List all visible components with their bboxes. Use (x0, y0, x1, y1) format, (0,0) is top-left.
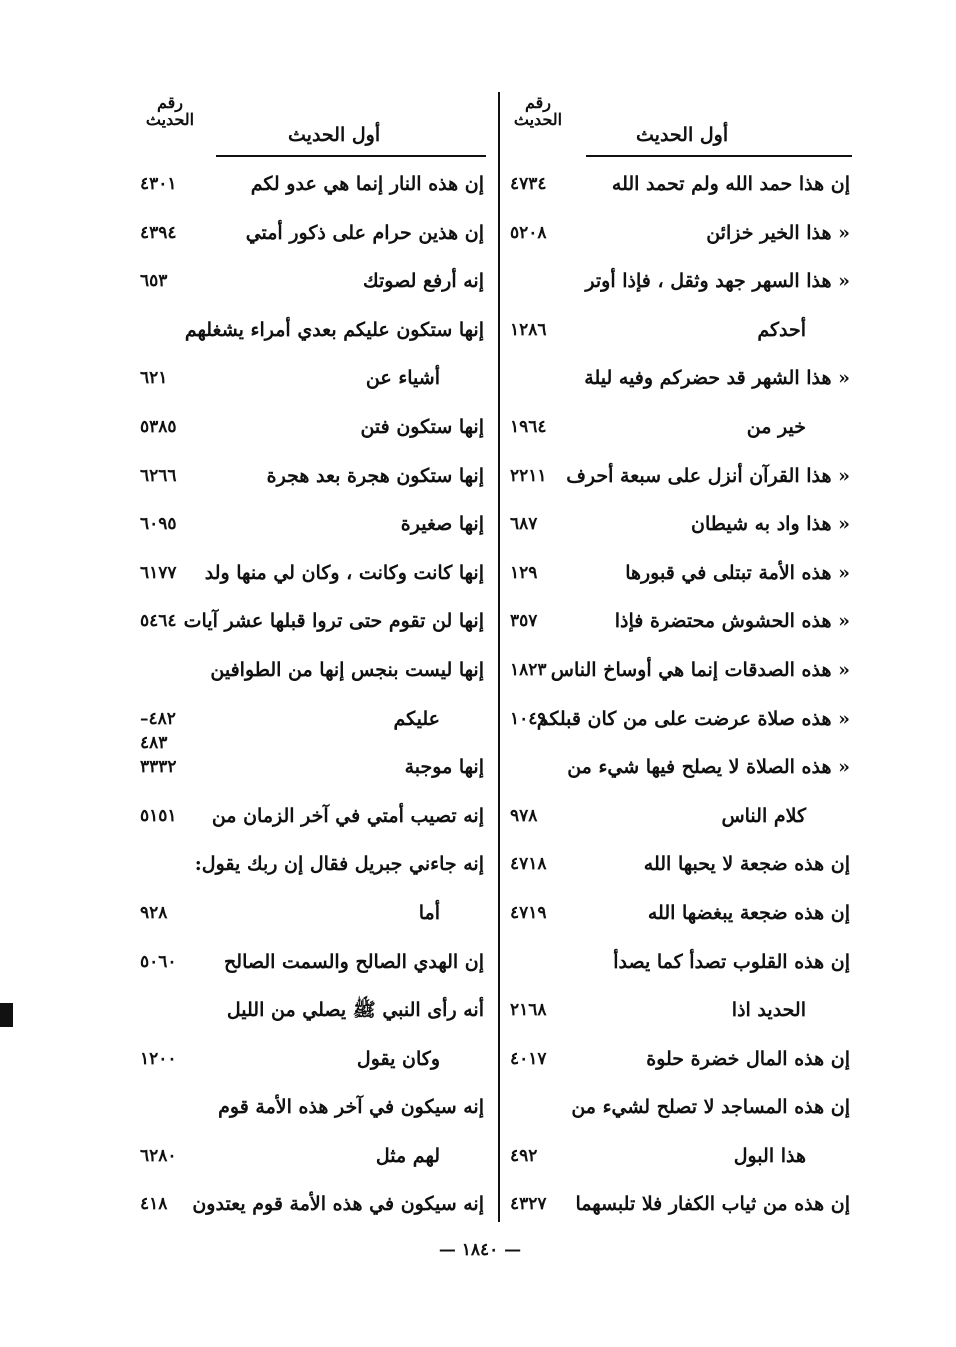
entry-number: ٦٠٩٥ (140, 514, 177, 535)
entry-number: ١٢٩ (510, 562, 538, 583)
number-header-line2: الحديث (145, 110, 195, 129)
right-column-header (508, 88, 856, 160)
entry-number: ٩٢٨ (140, 902, 168, 923)
index-entry (508, 257, 856, 306)
entry-text: إن هذه القلوب تصدأ كما يصدأ (613, 950, 850, 973)
index-entry (508, 1132, 856, 1181)
entry-number: ١٢٨٦ (510, 319, 547, 340)
entry-number: ١٨٢٣ (510, 659, 547, 680)
entry-text: إنه سيكون في آخر هذه الأمة قوم (218, 1096, 484, 1119)
left-entries (138, 160, 490, 1229)
index-entry (138, 597, 490, 646)
entry-text: هذا البول (733, 1144, 806, 1167)
page-number: — ١٨٤٠ — (438, 1240, 522, 1260)
entry-number: ٦١٧٧ (140, 562, 177, 583)
entry-number: ١٢٠٠ (140, 1048, 177, 1069)
right-column (508, 88, 856, 1229)
entry-number: ٤٩٢ (510, 1145, 538, 1166)
entry-number: ٦٨٧ (510, 514, 538, 535)
index-entry (508, 1035, 856, 1084)
entry-text: « هذا الشهر قد حضركم وفيه ليلة (584, 367, 850, 390)
left-column (138, 88, 490, 1229)
index-entry (508, 306, 856, 355)
index-entry (138, 695, 490, 753)
entry-text: عليكم (393, 707, 440, 730)
entry-text: إنه جاءني جبريل فقال إن ربك يقول: (194, 853, 484, 876)
entry-number: ١٠٤٩ (510, 708, 547, 729)
entry-number: ٥٣٨٥ (140, 416, 177, 437)
header-rule (216, 155, 486, 157)
margin-thumb-mark (0, 1003, 13, 1027)
index-entry (138, 1083, 490, 1132)
entry-text: إنه أرفع لصوتك (362, 270, 484, 293)
index-entry (508, 549, 856, 598)
entry-text: « هذه الصلاة لا يصلح فيها شيء من (567, 756, 850, 779)
index-entry (508, 889, 856, 938)
entry-number: ٦٢٦٦ (140, 465, 177, 486)
entry-number: ٥١٥١ (140, 805, 177, 826)
entry-text: « هذا القرآن أنزل على سبعة أحرف (566, 464, 850, 487)
index-entry (508, 1180, 856, 1229)
index-entry (138, 160, 490, 209)
index-entry (508, 1083, 856, 1132)
entry-text: إن هذه المال خضرة حلوة (646, 1047, 850, 1070)
entry-text: أحدكم (757, 318, 806, 341)
entry-text: إنه تصيب أمتي في آخر الزمان من (211, 804, 484, 827)
index-entry (138, 938, 490, 987)
entry-text: إن هذه النار إنما هي عدو لكم (250, 173, 484, 195)
index-entry (508, 354, 856, 403)
index-entry (138, 500, 490, 549)
entry-number: ٤٨٢–٤٨٣ (140, 708, 176, 753)
column-divider (498, 92, 500, 1222)
entry-text: إن هذه ضجعة لا يحبها الله (643, 853, 850, 876)
index-entry (508, 646, 856, 695)
number-header-line1: رقم (524, 93, 552, 112)
entry-text: « هذا الخير خزائن (706, 221, 850, 244)
index-entry (508, 695, 856, 744)
entry-number: ٤٧٣٤ (510, 174, 547, 194)
entry-number: ١٩٦٤ (510, 416, 547, 437)
entry-number: ٦٥٣ (140, 271, 168, 292)
index-entry (138, 354, 490, 403)
hadith-start-header: أول الحديث (636, 124, 729, 146)
index-entry (508, 209, 856, 258)
index-entry (508, 792, 856, 841)
entry-number: ٢٢١١ (510, 465, 547, 486)
entry-number: ٣٣٣٢ (140, 757, 177, 778)
hadith-start-header: أول الحديث (288, 124, 381, 146)
entry-text: إنها لن تقوم حتى تروا قبلها عشر آيات (183, 610, 484, 633)
entry-number: ٤٠١٧ (510, 1048, 547, 1069)
entry-number: ٢١٦٨ (510, 1000, 547, 1021)
entry-number: ٤٧١٩ (510, 902, 547, 923)
index-entry (508, 500, 856, 549)
header-rule (586, 155, 852, 157)
index-entry (138, 646, 490, 695)
index-entry (508, 840, 856, 889)
index-entry (508, 452, 856, 501)
hadith-number-header (510, 94, 566, 128)
entry-text: إنه سيكون في هذه الأمة قوم يعتدون (192, 1193, 484, 1216)
entry-text: « هذا واد به شيطان (691, 513, 850, 536)
index-entry (508, 403, 856, 452)
entry-number: ٤٣٢٧ (510, 1194, 547, 1215)
index-entry (138, 209, 490, 258)
number-header-line2: الحديث (513, 110, 563, 129)
entry-text: « هذه الحشوش محتضرة فإذا (614, 610, 850, 633)
entry-text: خير من (746, 415, 806, 438)
right-entries (508, 160, 856, 1229)
entry-text: « هذه الصدقات إنما هي أوساخ الناس (550, 658, 850, 681)
index-entry (138, 1180, 490, 1229)
entry-text: إن الهدي الصالح والسمت الصالح (224, 950, 484, 973)
entry-text: إنها ليست بنجس إنها من الطوافين (210, 658, 484, 681)
entry-text: أما (418, 901, 440, 924)
index-entry (138, 1035, 490, 1084)
index-entry (508, 597, 856, 646)
index-entry (138, 403, 490, 452)
entry-text: كلام الناس (721, 804, 806, 827)
entry-text: « هذه صلاة عرضت على من كان قبلكم (536, 707, 850, 730)
index-entry (138, 452, 490, 501)
entry-text: « هذه الأمة تبتلى في قبورها (625, 561, 850, 584)
entry-text: إن هذا حمد الله ولم تحمد الله (611, 173, 850, 195)
entry-number: ٥٤٦٤ (140, 611, 177, 632)
entry-text: أنه رأى النبي ﷺ يصلي من الليل (226, 999, 484, 1022)
entry-text: الحديد اذا (731, 999, 806, 1022)
index-entry (138, 792, 490, 841)
index-entry (508, 160, 856, 209)
index-entry (138, 986, 490, 1035)
hadith-number-header (142, 94, 198, 128)
entry-number: ٤١٨ (140, 1194, 168, 1215)
index-entry (138, 306, 490, 355)
entry-text: أشياء عن (365, 367, 440, 390)
index-entry (138, 549, 490, 598)
index-entry (138, 743, 490, 792)
entry-text: إنها صغيرة (400, 513, 484, 536)
entry-number: ٩٧٨ (510, 805, 538, 826)
entry-text: إنها ستكون هجرة بعد هجرة (266, 464, 484, 487)
entry-text: إن هذه ضجعة يبغضها الله (647, 901, 850, 924)
entry-text: لهم مثل (375, 1144, 440, 1167)
index-entry (508, 986, 856, 1035)
index-entry (508, 938, 856, 987)
index-entry (138, 840, 490, 889)
entry-text: إن هذه من ثياب الكفار فلا تلبسهما (575, 1193, 850, 1216)
entry-number: ٦٢٨٠ (140, 1145, 177, 1166)
entry-text: إنها ستكون عليكم بعدي أمراء يشغلهم (184, 318, 484, 341)
index-entry (138, 1132, 490, 1181)
number-header-line1: رقم (156, 93, 184, 112)
index-entry (508, 743, 856, 792)
entry-number: ٥٢٠٨ (510, 222, 547, 243)
entry-text: إنها موجبة (404, 756, 484, 779)
entry-number: ٥٠٦٠ (140, 951, 177, 972)
entry-text: وكان يقول (356, 1047, 440, 1070)
index-entry (138, 889, 490, 938)
entry-number: ٤٧١٨ (510, 854, 547, 875)
entry-text: إنها ستكون فتن (360, 415, 484, 438)
left-column-header (138, 88, 490, 160)
entry-number: ٤٣٩٤ (140, 222, 177, 243)
index-entry (138, 257, 490, 306)
entry-text: إنها كانت وكانت ، وكان لي منها ولد (204, 561, 484, 584)
entry-text: إن هذه المساجد لا تصلح لشيء من (571, 1096, 850, 1119)
entry-number: ٤٣٠١ (140, 174, 177, 194)
entry-number: ٦٢١ (140, 368, 168, 389)
entry-text: إن هذين حرام على ذكور أمتي (245, 221, 484, 244)
entry-text: « هذا السهر جهد وثقل ، فإذا أوتر (585, 270, 850, 293)
entry-number: ٣٥٧ (510, 611, 538, 632)
